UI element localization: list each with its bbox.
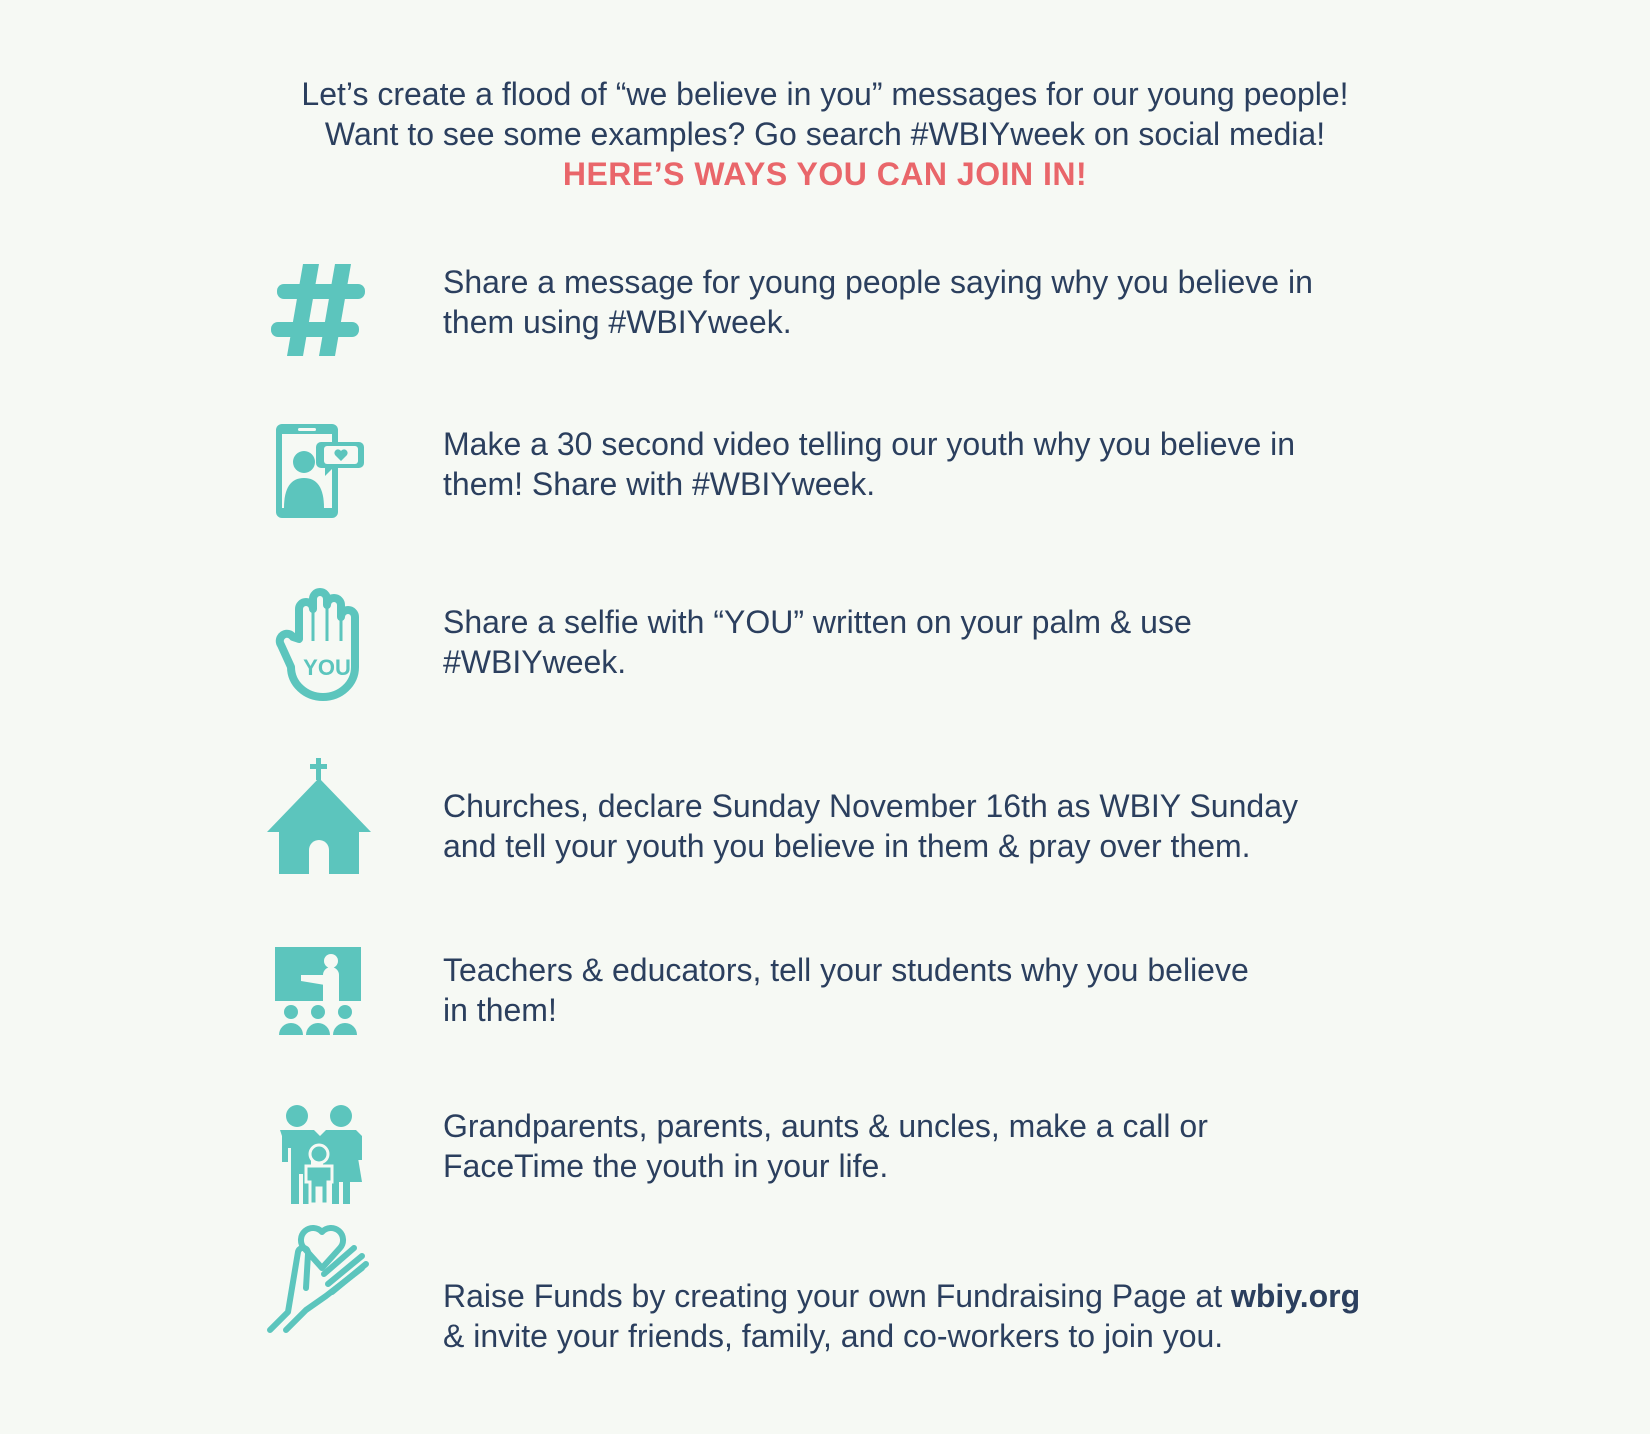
intro-line-1: Let’s create a flood of “we believe in you” messages for our young people! <box>301 76 1349 112</box>
item-church-line-1: Churches, declare Sunday November 16th as WBIY Sunday <box>443 788 1298 824</box>
item-hashtag-line-2: them using #WBIYweek. <box>443 304 792 340</box>
join-in-heading: HERE’S WAYS YOU CAN JOIN IN! <box>562 156 1088 192</box>
item-video-line-2: them! Share with #WBIYweek. <box>443 466 876 502</box>
heart-hand-icon <box>264 1216 374 1336</box>
phone-video-icon <box>264 410 374 530</box>
item-family-line-1: Grandparents, parents, aunts & uncles, make a call or <box>443 1108 1208 1144</box>
item-teachers-line-1: Teachers & educators, tell your students why you believe <box>443 952 1249 988</box>
church-icon <box>264 756 374 876</box>
wbiy-link[interactable]: wbiy.org <box>1230 1278 1361 1314</box>
intro-line-2: Want to see some examples? Go search #WBIYweek on social media! <box>324 116 1326 152</box>
intro-header <box>0 74 1650 194</box>
classroom-icon <box>264 930 374 1050</box>
item-fundraise-line-1 <box>443 1276 1443 1316</box>
item-fundraise-text: Raise Funds by creating your own Fundraising Page at <box>443 1278 1223 1314</box>
hand-you-icon <box>264 582 374 702</box>
palm-you-text: YOU <box>303 655 351 680</box>
item-selfie-line-2: #WBIYweek. <box>443 644 627 680</box>
item-fundraise-line-2: & invite your friends, family, and co-workers to join you. <box>443 1318 1224 1354</box>
item-selfie-line-1: Share a selfie with “YOU” written on your palm & use <box>443 604 1192 640</box>
item-family-line-2: FaceTime the youth in your life. <box>443 1148 889 1184</box>
hashtag-icon <box>264 250 374 370</box>
item-teachers-line-2: in them! <box>443 992 557 1028</box>
item-church-line-2: and tell your youth you believe in them & pray over them. <box>443 828 1251 864</box>
item-hashtag-line-1: Share a message for young people saying why you believe in <box>443 264 1313 300</box>
family-icon <box>264 1094 374 1214</box>
item-video-line-1: Make a 30 second video telling our youth why you believe in <box>443 426 1296 462</box>
